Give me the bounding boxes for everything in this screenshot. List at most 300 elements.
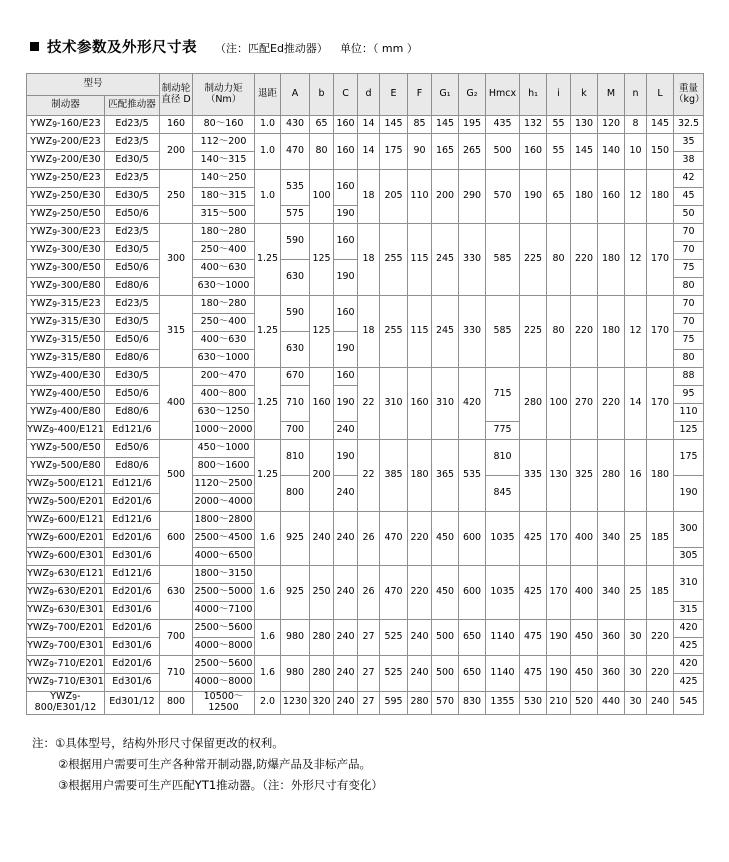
cell-M: 280 — [598, 440, 625, 512]
cell-model: YWZ9-315/E23 — [27, 296, 105, 314]
cell-d: 27 — [358, 692, 380, 715]
header-i: i — [547, 74, 571, 116]
cell-weight: 35 — [674, 134, 704, 152]
cell-M: 220 — [598, 368, 625, 440]
cell-gap: 1.25 — [255, 296, 281, 368]
cell-gap: 1.25 — [255, 224, 281, 296]
cell-gap: 1.0 — [255, 170, 281, 224]
cell-L: 170 — [647, 368, 674, 440]
cell-G1: 365 — [432, 440, 459, 512]
table-row — [27, 692, 704, 715]
cell-weight: 80 — [674, 350, 704, 368]
cell-weight: 80 — [674, 278, 704, 296]
cell-A: 590 — [281, 296, 310, 332]
cell-E: 255 — [380, 224, 408, 296]
cell-F: 90 — [408, 134, 432, 170]
cell-model: YWZ9-315/E50 — [27, 332, 105, 350]
header-k: k — [571, 74, 598, 116]
cell-weight: 425 — [674, 638, 704, 656]
cell-A: 980 — [281, 620, 310, 656]
cell-h1: 475 — [520, 620, 547, 656]
cell-L: 220 — [647, 620, 674, 656]
cell-D: 400 — [160, 368, 193, 440]
table-row — [27, 170, 704, 188]
cell-torque: 630～1250 — [193, 404, 255, 422]
cell-model: YWZ9-300/E50 — [27, 260, 105, 278]
cell-n: 25 — [625, 566, 647, 620]
cell-weight: 420 — [674, 656, 704, 674]
cell-C: 240 — [334, 656, 358, 692]
cell-gap: 1.0 — [255, 116, 281, 134]
cell-C: 240 — [334, 512, 358, 566]
cell-G1: 450 — [432, 512, 459, 566]
cell-A: 630 — [281, 332, 310, 368]
cell-E: 595 — [380, 692, 408, 715]
cell-C: 240 — [334, 476, 358, 512]
cell-d: 27 — [358, 656, 380, 692]
cell-k: 450 — [571, 620, 598, 656]
header-G2: G₂ — [459, 74, 486, 116]
cell-model: YWZ9-400/E80 — [27, 404, 105, 422]
cell-L: 220 — [647, 656, 674, 692]
header-driver: 匹配推动器 — [105, 96, 160, 116]
cell-k: 220 — [571, 224, 598, 296]
cell-model: YWZ9-710/E301 — [27, 674, 105, 692]
cell-k: 400 — [571, 566, 598, 620]
cell-driver: Ed121/6 — [105, 476, 160, 494]
cell-A: 630 — [281, 260, 310, 296]
cell-k: 325 — [571, 440, 598, 512]
cell-i: 190 — [547, 620, 571, 656]
cell-torque: 800～1600 — [193, 458, 255, 476]
cell-M: 340 — [598, 566, 625, 620]
table-body — [27, 116, 704, 715]
cell-driver: Ed50/6 — [105, 260, 160, 278]
cell-M: 360 — [598, 656, 625, 692]
cell-M: 120 — [598, 116, 625, 134]
cell-torque: 250～400 — [193, 242, 255, 260]
cell-Hmcx: 570 — [486, 170, 520, 224]
cell-A: 470 — [281, 134, 310, 170]
cell-h1: 425 — [520, 566, 547, 620]
cell-Hmcx: 715 — [486, 368, 520, 422]
cell-G2: 535 — [459, 440, 486, 512]
cell-torque: 2500～5600 — [193, 620, 255, 638]
cell-weight: 110 — [674, 404, 704, 422]
cell-model: YWZ9-200/E23 — [27, 134, 105, 152]
cell-i: 100 — [547, 368, 571, 440]
cell-gap: 1.25 — [255, 440, 281, 512]
header-model-group: 型号 — [27, 74, 160, 96]
header-b: b — [310, 74, 334, 116]
cell-b: 240 — [310, 512, 334, 566]
cell-Hmcx: 1035 — [486, 512, 520, 566]
cell-F: 220 — [408, 512, 432, 566]
cell-C: 240 — [334, 422, 358, 440]
cell-model: YWZ9-700/E301 — [27, 638, 105, 656]
cell-G2: 195 — [459, 116, 486, 134]
cell-driver: Ed80/6 — [105, 404, 160, 422]
header-A: A — [281, 74, 310, 116]
cell-weight: 420 — [674, 620, 704, 638]
cell-Hmcx: 1035 — [486, 566, 520, 620]
cell-C: 160 — [334, 134, 358, 170]
cell-driver: Ed30/5 — [105, 314, 160, 332]
cell-h1: 160 — [520, 134, 547, 170]
cell-b: 320 — [310, 692, 334, 715]
cell-driver: Ed30/5 — [105, 368, 160, 386]
cell-model: YWZ9-400/E121 — [27, 422, 105, 440]
cell-d: 22 — [358, 368, 380, 440]
cell-A: 1230 — [281, 692, 310, 715]
table-row — [27, 368, 704, 386]
cell-driver: Ed201/6 — [105, 494, 160, 512]
cell-b: 280 — [310, 620, 334, 656]
cell-Hmcx: 435 — [486, 116, 520, 134]
cell-G1: 570 — [432, 692, 459, 715]
cell-A: 800 — [281, 476, 310, 512]
cell-C: 160 — [334, 170, 358, 206]
header-torque: 制动力矩 （Nm） — [193, 74, 255, 116]
cell-M: 180 — [598, 224, 625, 296]
cell-gap: 1.0 — [255, 134, 281, 170]
cell-d: 14 — [358, 134, 380, 170]
cell-model: YWZ9-500/E50 — [27, 440, 105, 458]
cell-h1: 225 — [520, 224, 547, 296]
cell-M: 160 — [598, 170, 625, 224]
cell-D: 315 — [160, 296, 193, 368]
cell-E: 470 — [380, 512, 408, 566]
title-unit: 单位：（ mm ） — [339, 42, 418, 55]
cell-torque: 4000～8000 — [193, 638, 255, 656]
cell-Hmcx: 585 — [486, 296, 520, 368]
header-G1: G₁ — [432, 74, 459, 116]
cell-weight: 45 — [674, 188, 704, 206]
cell-h1: 225 — [520, 296, 547, 368]
cell-torque: 180～315 — [193, 188, 255, 206]
note-item-3: ③根据用户需要可生产匹配YT1推动器。（注：外形尺寸有变化） — [58, 778, 383, 793]
cell-G1: 145 — [432, 116, 459, 134]
cell-i: 170 — [547, 566, 571, 620]
header-L: L — [647, 74, 674, 116]
cell-G2: 600 — [459, 512, 486, 566]
cell-driver: Ed301/6 — [105, 548, 160, 566]
cell-M: 340 — [598, 512, 625, 566]
cell-A: 670 — [281, 368, 310, 386]
cell-weight: 175 — [674, 440, 704, 476]
cell-b: 200 — [310, 440, 334, 512]
cell-n: 16 — [625, 440, 647, 512]
cell-A: 980 — [281, 656, 310, 692]
cell-G1: 165 — [432, 134, 459, 170]
cell-D: 160 — [160, 116, 193, 134]
cell-A: 925 — [281, 512, 310, 566]
cell-d: 18 — [358, 296, 380, 368]
cell-weight: 38 — [674, 152, 704, 170]
cell-b: 100 — [310, 170, 334, 224]
cell-driver: Ed201/6 — [105, 584, 160, 602]
cell-F: 160 — [408, 368, 432, 440]
cell-d: 26 — [358, 566, 380, 620]
cell-k: 270 — [571, 368, 598, 440]
cell-D: 500 — [160, 440, 193, 512]
header-Hmcx: Hmcx — [486, 74, 520, 116]
page-title — [30, 36, 703, 57]
cell-weight: 125 — [674, 422, 704, 440]
cell-torque: 1000～2000 — [193, 422, 255, 440]
cell-model: YWZ9-500/E80 — [27, 458, 105, 476]
table-row — [27, 512, 704, 530]
cell-torque: 10500～12500 — [193, 692, 255, 715]
cell-driver: Ed50/6 — [105, 386, 160, 404]
cell-G2: 265 — [459, 134, 486, 170]
cell-weight: 70 — [674, 296, 704, 314]
title-main: 技术参数及外形尺寸表 — [47, 40, 197, 56]
cell-driver: Ed121/6 — [105, 512, 160, 530]
cell-A: 430 — [281, 116, 310, 134]
cell-n: 30 — [625, 692, 647, 715]
cell-C: 190 — [334, 332, 358, 368]
cell-E: 310 — [380, 368, 408, 440]
cell-model: YWZ9-400/E50 — [27, 386, 105, 404]
cell-model: YWZ9-500/E201 — [27, 494, 105, 512]
cell-driver: Ed80/6 — [105, 278, 160, 296]
cell-model: YWZ9-300/E30 — [27, 242, 105, 260]
cell-gap: 1.6 — [255, 656, 281, 692]
cell-b: 125 — [310, 296, 334, 368]
cell-D: 630 — [160, 566, 193, 620]
cell-D: 200 — [160, 134, 193, 170]
table-row — [27, 440, 704, 458]
cell-G1: 500 — [432, 656, 459, 692]
cell-A: 925 — [281, 566, 310, 620]
cell-d: 27 — [358, 620, 380, 656]
cell-D: 710 — [160, 656, 193, 692]
cell-Hmcx: 1355 — [486, 692, 520, 715]
cell-L: 170 — [647, 296, 674, 368]
cell-torque: 630～1000 — [193, 350, 255, 368]
cell-E: 525 — [380, 620, 408, 656]
cell-C: 190 — [334, 206, 358, 224]
note-1-text: ①具体型号，结构外形尺寸保留更改的权利。 — [55, 735, 284, 750]
cell-F: 85 — [408, 116, 432, 134]
cell-weight: 300 — [674, 512, 704, 548]
cell-n: 30 — [625, 620, 647, 656]
cell-torque: 2500～5600 — [193, 656, 255, 674]
cell-M: 180 — [598, 296, 625, 368]
cell-gap: 1.6 — [255, 512, 281, 566]
cell-gap: 2.0 — [255, 692, 281, 715]
cell-Hmcx: 810 — [486, 440, 520, 476]
cell-k: 130 — [571, 116, 598, 134]
bullet-square-icon — [30, 42, 39, 51]
cell-weight: 75 — [674, 332, 704, 350]
cell-L: 145 — [647, 116, 674, 134]
cell-b: 280 — [310, 656, 334, 692]
cell-L: 150 — [647, 134, 674, 170]
cell-model: YWZ9-300/E23 — [27, 224, 105, 242]
cell-torque: 200～470 — [193, 368, 255, 386]
cell-C: 240 — [334, 620, 358, 656]
cell-weight: 42 — [674, 170, 704, 188]
cell-torque: 1800～2800 — [193, 512, 255, 530]
notes-block — [32, 733, 703, 797]
cell-model: YWZ9-300/E80 — [27, 278, 105, 296]
cell-torque: 180～280 — [193, 224, 255, 242]
cell-weight: 88 — [674, 368, 704, 386]
cell-driver: Ed23/5 — [105, 170, 160, 188]
cell-b: 250 — [310, 566, 334, 620]
cell-model: YWZ9-700/E201 — [27, 620, 105, 638]
cell-driver: Ed201/6 — [105, 620, 160, 638]
cell-k: 450 — [571, 656, 598, 692]
cell-driver: Ed201/6 — [105, 656, 160, 674]
cell-Hmcx: 775 — [486, 422, 520, 440]
cell-torque: 112～200 — [193, 134, 255, 152]
header-weight: 重量 （kg） — [674, 74, 704, 116]
cell-model: YWZ9-315/E80 — [27, 350, 105, 368]
cell-n: 10 — [625, 134, 647, 170]
cell-driver: Ed30/5 — [105, 242, 160, 260]
cell-driver: Ed23/5 — [105, 296, 160, 314]
cell-driver: Ed80/6 — [105, 458, 160, 476]
cell-weight: 32.5 — [674, 116, 704, 134]
cell-h1: 335 — [520, 440, 547, 512]
cell-n: 12 — [625, 224, 647, 296]
header-gap: 退距 — [255, 74, 281, 116]
cell-L: 185 — [647, 512, 674, 566]
cell-d: 22 — [358, 440, 380, 512]
cell-k: 400 — [571, 512, 598, 566]
cell-driver: Ed23/5 — [105, 134, 160, 152]
cell-weight: 545 — [674, 692, 704, 715]
cell-weight: 70 — [674, 224, 704, 242]
cell-G1: 500 — [432, 620, 459, 656]
cell-h1: 280 — [520, 368, 547, 440]
cell-G1: 310 — [432, 368, 459, 440]
cell-driver: Ed23/5 — [105, 224, 160, 242]
cell-gap: 1.6 — [255, 566, 281, 620]
cell-d: 18 — [358, 170, 380, 224]
cell-d: 18 — [358, 224, 380, 296]
cell-Hmcx: 585 — [486, 224, 520, 296]
cell-C: 160 — [334, 368, 358, 386]
cell-torque: 315～500 — [193, 206, 255, 224]
cell-G2: 290 — [459, 170, 486, 224]
cell-driver: Ed121/6 — [105, 422, 160, 440]
cell-i: 80 — [547, 224, 571, 296]
cell-i: 65 — [547, 170, 571, 224]
cell-M: 140 — [598, 134, 625, 170]
cell-G1: 245 — [432, 224, 459, 296]
cell-F: 110 — [408, 170, 432, 224]
table-row — [27, 656, 704, 674]
cell-i: 80 — [547, 296, 571, 368]
table-row — [27, 566, 704, 584]
note-item-1 — [32, 733, 703, 754]
cell-F: 115 — [408, 224, 432, 296]
cell-L: 180 — [647, 440, 674, 512]
cell-torque: 4000～8000 — [193, 674, 255, 692]
cell-A: 700 — [281, 422, 310, 440]
cell-d: 14 — [358, 116, 380, 134]
cell-C: 190 — [334, 260, 358, 296]
cell-C: 160 — [334, 224, 358, 260]
cell-torque: 1800～3150 — [193, 566, 255, 584]
cell-k: 520 — [571, 692, 598, 715]
cell-torque: 400～800 — [193, 386, 255, 404]
spec-table — [26, 73, 704, 715]
header-d: d — [358, 74, 380, 116]
cell-torque: 630～1000 — [193, 278, 255, 296]
cell-i: 190 — [547, 656, 571, 692]
cell-torque: 80～160 — [193, 116, 255, 134]
cell-gap: 1.6 — [255, 620, 281, 656]
cell-b: 65 — [310, 116, 334, 134]
cell-b: 125 — [310, 224, 334, 296]
cell-k: 145 — [571, 134, 598, 170]
cell-G2: 330 — [459, 296, 486, 368]
cell-n: 30 — [625, 656, 647, 692]
header-E: E — [380, 74, 408, 116]
cell-F: 280 — [408, 692, 432, 715]
cell-model: YWZ9-250/E30 — [27, 188, 105, 206]
cell-weight: 70 — [674, 242, 704, 260]
cell-n: 25 — [625, 512, 647, 566]
cell-h1: 425 — [520, 512, 547, 566]
cell-torque: 250～400 — [193, 314, 255, 332]
cell-E: 385 — [380, 440, 408, 512]
cell-C: 240 — [334, 692, 358, 715]
cell-model: YWZ9-600/E121 — [27, 512, 105, 530]
cell-D: 800 — [160, 692, 193, 715]
cell-weight: 305 — [674, 548, 704, 566]
cell-Hmcx: 1140 — [486, 620, 520, 656]
cell-d: 26 — [358, 512, 380, 566]
cell-torque: 140～315 — [193, 152, 255, 170]
cell-G2: 330 — [459, 224, 486, 296]
cell-torque: 180～280 — [193, 296, 255, 314]
cell-D: 300 — [160, 224, 193, 296]
cell-driver: Ed121/6 — [105, 566, 160, 584]
cell-b: 160 — [310, 368, 334, 440]
cell-i: 130 — [547, 440, 571, 512]
header-M: M — [598, 74, 625, 116]
cell-A: 535 — [281, 170, 310, 206]
cell-F: 220 — [408, 566, 432, 620]
cell-torque: 450～1000 — [193, 440, 255, 458]
cell-L: 185 — [647, 566, 674, 620]
cell-model: YWZ9-500/E121 — [27, 476, 105, 494]
cell-driver: Ed201/6 — [105, 530, 160, 548]
cell-G1: 245 — [432, 296, 459, 368]
cell-weight: 425 — [674, 674, 704, 692]
cell-M: 360 — [598, 620, 625, 656]
table-row — [27, 116, 704, 134]
cell-i: 170 — [547, 512, 571, 566]
cell-h1: 132 — [520, 116, 547, 134]
cell-h1: 190 — [520, 170, 547, 224]
cell-n: 12 — [625, 296, 647, 368]
cell-E: 255 — [380, 296, 408, 368]
cell-torque: 4000～6500 — [193, 548, 255, 566]
cell-model: YWZ9-315/E30 — [27, 314, 105, 332]
cell-driver: Ed50/6 — [105, 332, 160, 350]
cell-D: 250 — [160, 170, 193, 224]
cell-G1: 450 — [432, 566, 459, 620]
cell-weight: 70 — [674, 314, 704, 332]
cell-F: 180 — [408, 440, 432, 512]
